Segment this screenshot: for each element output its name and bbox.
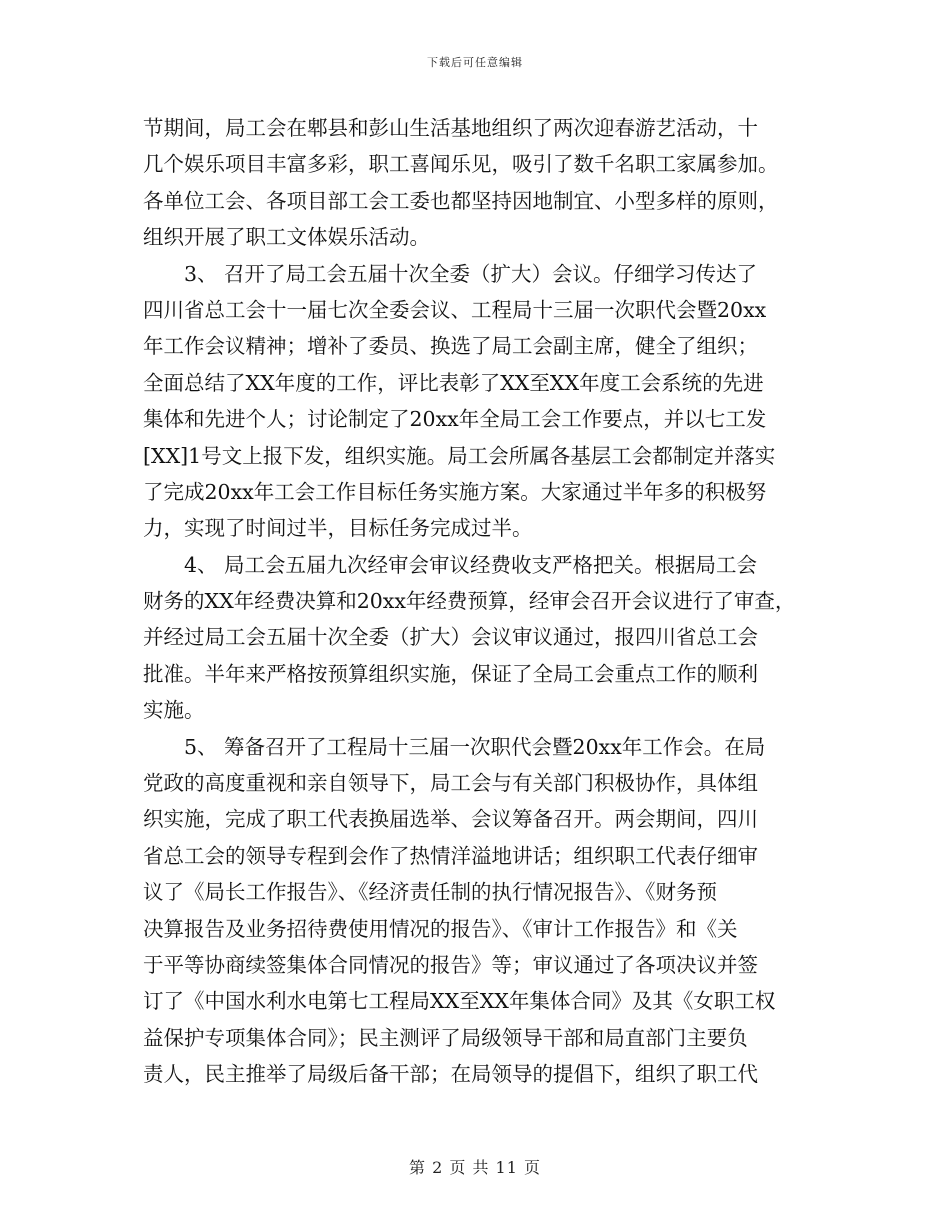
body-line: 省总工会的领导专程到会作了热情洋溢地讲话；组织职工代表仔细审 — [143, 843, 758, 868]
body-line: 党政的高度重视和亲自领导下，局工会与有关部门积极协作，具体组 — [143, 771, 758, 796]
paragraph-3-first-line: 3、 召开了局工会五届十次全委（扩大）会议。仔细学习传达了 — [184, 261, 758, 286]
body-line: 力，实现了时间过半，目标任务完成过半。 — [143, 516, 533, 541]
body-line: 集体和先进个人；讨论制定了20xx年全局工会工作要点，并以七工发 — [143, 407, 767, 432]
body-line: 各单位工会、各项目部工会工委也都坚持因地制宜、小型多样的原则， — [143, 188, 779, 213]
page-header: 下载后可任意编辑 — [427, 56, 523, 69]
body-line: 实施。 — [143, 698, 205, 723]
body-line: 四川省总工会十一届七次全委会议、工程局十三届一次职代会暨20xx — [143, 297, 767, 322]
body-line: 全面总结了XX年度的工作，评比表彰了XX至XX年度工会系统的先进 — [143, 370, 764, 395]
body-line: 组织开展了职工文体娱乐活动。 — [143, 225, 430, 250]
body-line: 益保护专项集体合同》；民主测评了局级领导干部和局直部门主要负 — [143, 1025, 748, 1050]
body-line: [XX]1号文上报下发，组织实施。局工会所属各基层工会都制定并落实 — [143, 443, 776, 468]
body-line: 议了《局长工作报告》、《经济责任制的执行情况报告》、《财务预 — [143, 880, 717, 905]
page-number-footer: 第 2 页 共 11 页 — [409, 1158, 541, 1177]
body-line: 批准。半年来严格按预算组织实施，保证了全局工会重点工作的顺利 — [143, 661, 758, 686]
body-line: 年工作会议精神；增补了委员、换选了局工会副主席，健全了组织； — [143, 334, 758, 359]
body-line: 并经过局工会五届十次全委（扩大）会议审议通过，报四川省总工会 — [143, 625, 758, 650]
body-line: 决算报告及业务招待费使用情况的报告》、《审计工作报告》和《关 — [143, 916, 738, 941]
body-line: 了完成20xx年工会工作目标任务实施方案。大家通过半年多的积极努 — [143, 479, 767, 504]
body-line: 财务的XX年经费决算和20xx年经费预算，经审会召开会议进行了审查， — [143, 589, 796, 614]
paragraph-4-first-line: 4、 局工会五届九次经审会审议经费收支严格把关。根据局工会 — [184, 552, 758, 577]
document-body — [143, 110, 823, 1093]
body-line: 于平等协商续签集体合同情况的报告》等；审议通过了各项决议并签 — [143, 952, 758, 977]
paragraph-5-first-line: 5、 筹备召开了工程局十三届一次职代会暨20xx年工作会。在局 — [184, 734, 766, 759]
body-line: 织实施，完成了职工代表换届选举、会议筹备召开。两会期间，四川 — [143, 807, 758, 832]
body-line: 订了《中国水利水电第七工程局XX至XX年集体合同》及其《女职工权 — [143, 989, 776, 1014]
body-line: 几个娱乐项目丰富多彩，职工喜闻乐见，吸引了数千名职工家属参加。 — [143, 152, 779, 177]
body-line: 节期间，局工会在郫县和彭山生活基地组织了两次迎春游艺活动，十 — [143, 116, 758, 140]
body-line: 责人，民主推举了局级后备干部；在局领导的提倡下，组织了职工代 — [143, 1062, 758, 1087]
